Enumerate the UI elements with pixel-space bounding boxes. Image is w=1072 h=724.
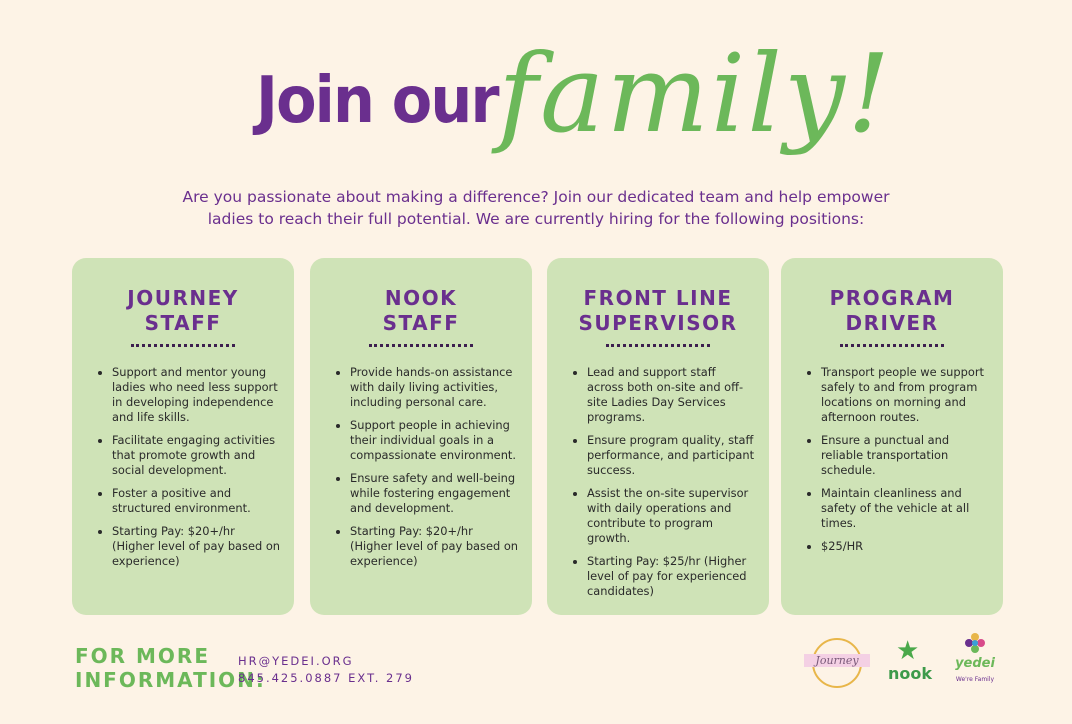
- nook-logo: [882, 638, 938, 688]
- list-item: • Ensure safety and well-being while fostering engagement and development.: [350, 471, 518, 516]
- nook-logo-text: nook: [887, 664, 932, 683]
- star-icon: ★: [896, 636, 920, 666]
- dotted-divider: [606, 344, 710, 347]
- footer-label: FOR MORE INFORMATION:: [75, 644, 266, 692]
- card-list: [795, 365, 989, 554]
- card-list: [324, 365, 518, 569]
- list-item: • Starting Pay: $20+/hr (Higher level of pay based on experience): [350, 524, 518, 569]
- card-program-driver: [781, 258, 1003, 615]
- card-title: JOURNEY STAFF: [127, 286, 239, 335]
- headline-join: Join our: [256, 64, 498, 138]
- card-title: NOOK STAFF: [382, 286, 460, 335]
- dotted-divider: [369, 344, 473, 347]
- list-item: • Transport people we support safely to and from program locations on morning and afternoon routes.: [821, 365, 989, 425]
- yedei-tagline: We're Family: [955, 676, 995, 683]
- card-nook-staff: [310, 258, 532, 615]
- card-title: FRONT LINE SUPERVISOR: [578, 286, 738, 335]
- yedei-logo-text: yedei: [955, 656, 995, 671]
- headline-family: family!: [498, 32, 893, 157]
- headline: [0, 32, 1072, 170]
- card-journey-staff: [72, 258, 294, 615]
- list-item: • Lead and support staff across both on-site and off-site Ladies Day Services programs.: [587, 365, 755, 425]
- yedei-logo: [952, 632, 998, 692]
- intro-text: [150, 186, 922, 230]
- list-item: • $25/HR: [821, 539, 989, 554]
- intro-line-1: Are you passionate about making a difference? Join our dedicated team and help empower: [182, 188, 890, 206]
- list-item: • Foster a positive and structured environment.: [112, 486, 280, 516]
- list-item: • Facilitate engaging activities that promote growth and social development.: [112, 433, 280, 478]
- list-item: • Maintain cleanliness and safety of the vehicle at all times.: [821, 486, 989, 531]
- list-item: • Ensure a punctual and reliable transportation schedule.: [821, 433, 989, 478]
- list-item: • Support and mentor young ladies who need less support in developing independence and life skills.: [112, 365, 280, 425]
- journey-logo-text: Journey: [804, 654, 870, 667]
- list-item: • Support people in achieving their individual goals in a compassionate environment.: [350, 418, 518, 463]
- flower-icon: [964, 632, 986, 654]
- card-front-line-supervisor: [547, 258, 769, 615]
- card-list: [86, 365, 280, 569]
- email-link[interactable]: HR@YEDEI.ORG: [238, 654, 354, 668]
- dotted-divider: [131, 344, 235, 347]
- phone-link[interactable]: 845.425.0887 EXT. 279: [238, 671, 414, 685]
- intro-line-2: ladies to reach their full potential. We are currently hiring for the following positions:: [207, 210, 865, 228]
- contact-info: [238, 653, 414, 687]
- journey-logo: [804, 638, 868, 688]
- list-item: • Ensure program quality, staff performance, and participant success.: [587, 433, 755, 478]
- list-item: • Provide hands-on assistance with daily living activities, including personal care.: [350, 365, 518, 410]
- card-list: [561, 365, 755, 599]
- card-title: PROGRAM DRIVER: [829, 286, 955, 335]
- list-item: • Starting Pay: $20+/hr (Higher level of pay based on experience): [112, 524, 280, 569]
- list-item: • Assist the on-site supervisor with daily operations and contribute to program growth.: [587, 486, 755, 546]
- logo-row: [800, 632, 1000, 692]
- list-item: • Starting Pay: $25/hr (Higher level of pay for experienced candidates): [587, 554, 755, 599]
- dotted-divider: [840, 344, 944, 347]
